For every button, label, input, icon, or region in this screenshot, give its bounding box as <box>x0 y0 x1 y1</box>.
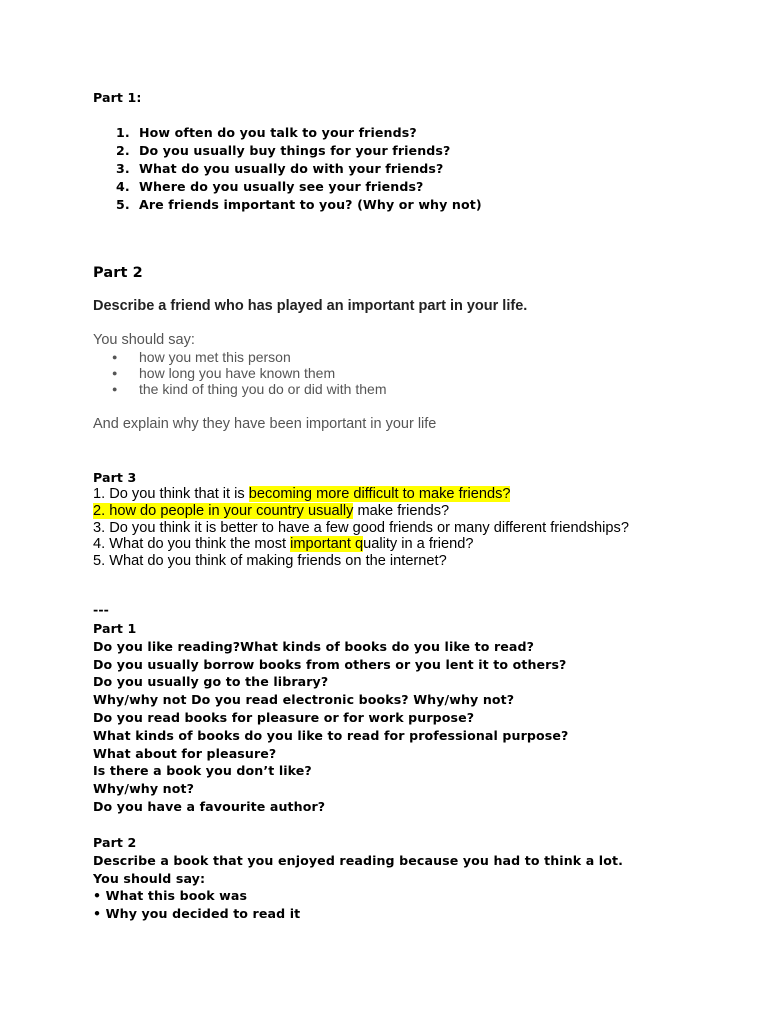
list-item: Do you read books for pleasure or for work purpose? <box>93 709 475 725</box>
list-item: ● how long you have known them <box>112 365 336 382</box>
you-should-say-label: You should say: <box>93 332 195 348</box>
list-item: • What this book was <box>93 888 248 904</box>
list-item: What about for pleasure? <box>93 745 277 761</box>
list-item: 3. Do you think it is better to have a few good friends or many different friendships? <box>93 519 629 536</box>
list-item: Why/why not? <box>93 781 195 797</box>
highlighted-text: becoming more difficult to make friends? <box>248 486 511 502</box>
part1b-section <box>93 620 568 816</box>
part2-explain-line: And explain why they have been important in your life <box>93 416 437 432</box>
list-item: ● the kind of thing you do or did with them <box>112 381 387 398</box>
list-item: What kinds of books do you like to read for professional purpose? <box>93 727 569 743</box>
section-separator: --- <box>93 602 109 617</box>
bullet-icon: ● <box>112 352 118 362</box>
list-item: Why/why not Do you read electronic books? Why/why not? <box>93 692 515 708</box>
highlighted-text: 2. how do people in your country usually <box>93 502 354 519</box>
part2-cue-card-title: Describe a friend who has played an important part in your life. <box>93 298 528 314</box>
part1b-heading: Part 1 <box>93 621 137 636</box>
list-item: Do you usually go to the library? <box>93 674 329 690</box>
you-should-say-label: You should say: <box>93 870 206 886</box>
list-item: 2. Do you usually buy things for your friends? <box>116 143 451 158</box>
part2b-heading: Part 2 <box>93 835 137 850</box>
list-item: 1. Do you think that it is becoming more difficult to make friends? <box>93 486 511 502</box>
part3-heading: Part 3 <box>93 470 137 485</box>
list-item: 1. How often do you talk to your friends? <box>116 125 417 140</box>
part1-heading: Part 1: <box>93 90 142 105</box>
list-item: 5. What do you think of making friends on the internet? <box>93 553 447 570</box>
bullet-icon: ● <box>112 384 118 395</box>
part2-bullet-list <box>112 349 386 398</box>
list-item: Do you have a favourite author? <box>93 798 326 814</box>
list-item: 4. Where do you usually see your friends? <box>116 179 424 194</box>
part2b-cue-card-title: Describe a book that you enjoyed reading because you had to think a lot. <box>93 852 623 868</box>
bullet-icon: ● <box>112 368 118 379</box>
list-item: Do you like reading?What kinds of books do you like to read? <box>93 638 535 654</box>
part1-question-list <box>116 124 482 214</box>
list-item: Do you usually borrow books from others or you lent it to others? <box>93 656 567 672</box>
part2-heading: Part 2 <box>93 265 143 281</box>
list-item: 4. What do you think the most important quality in a friend? <box>93 536 474 553</box>
part2b-section <box>93 834 623 923</box>
list-item: • Why you decided to read it <box>93 906 301 922</box>
list-item: ● how you met this person <box>112 349 291 365</box>
list-item: Is there a book you don’t like? <box>93 763 312 779</box>
list-item: 5. Are friends important to you? (Why or why not) <box>116 197 482 212</box>
list-item: 3. What do you usually do with your friends? <box>116 161 444 176</box>
part3-question-list <box>93 486 629 570</box>
list-item: 2. how do people in your country usually make friends? <box>93 502 450 519</box>
highlighted-text: important q <box>290 536 364 553</box>
